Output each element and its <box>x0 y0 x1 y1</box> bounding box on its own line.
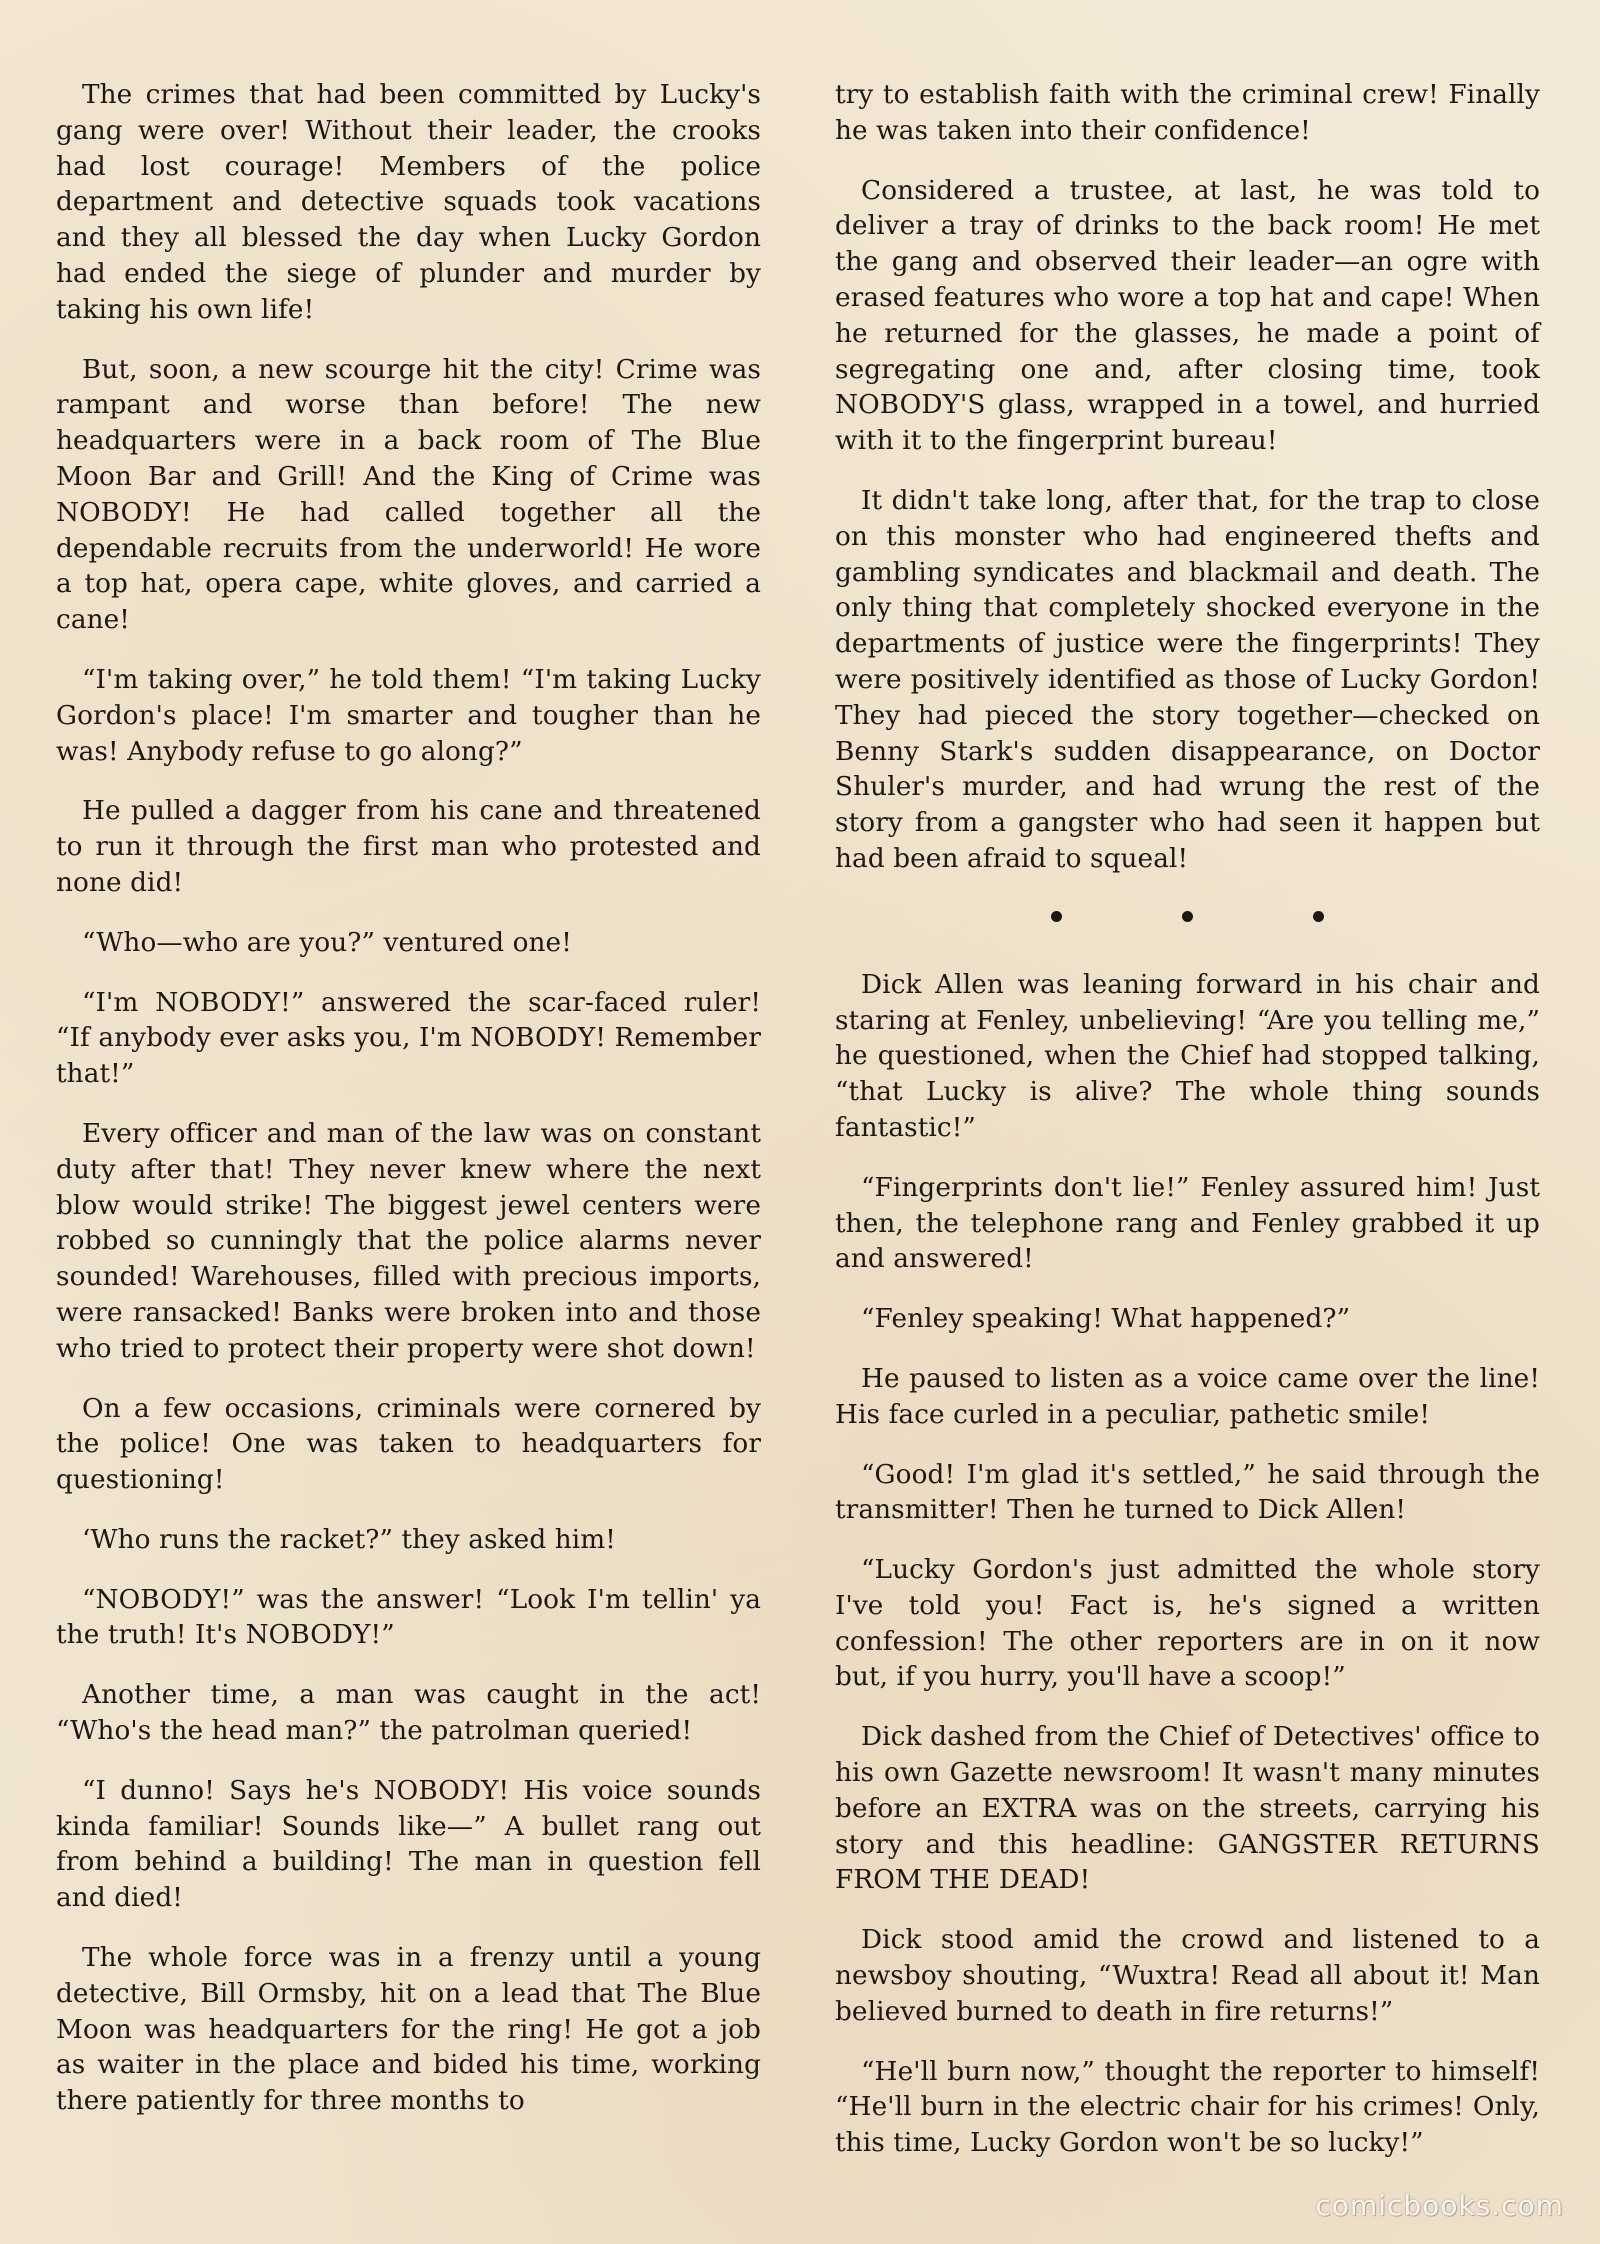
paragraph: The whole force was in a frenzy until a young detective, Bill Ormsby, hit on a lead that The Blue Moon was headquarters for the ring! He got a job as waiter in the place and bided his time, working there patiently for three months to <box>56 1943 761 2117</box>
paragraph: “Fingerprints don't lie!” Fenley assured him! Just then, the telephone rang and Fenley grabbed it up and answered! <box>835 1172 1540 1275</box>
right-column <box>835 78 1540 2186</box>
paragraph: “Fenley speaking! What happened?” <box>861 1304 1351 1335</box>
paragraph: Considered a trustee, at last, he was told to deliver a tray of drinks to the back room! He met the gang and observed their leader—an ogre with erased features who wore a top hat and cape! When he returned for the glasses, he made a point of segregating one and, after closing time, took NOBODY'S glass, wrapped in a towel, and hurried with it to the fingerprint bureau! <box>835 175 1540 457</box>
section-break-dot <box>1311 909 1327 925</box>
paragraph: Every officer and man of the law was on constant duty after that! They never knew where the next blow would strike! The biggest jewel centers were robbed so cunningly that the police alarms never sounded! Warehouses, filled with precious imports, were ransacked! Banks were broken into and those who tried to protect their property were shot down! <box>56 1118 761 1364</box>
paragraph: “Who—who are you?” ventured one! <box>82 927 572 958</box>
paragraph: “I dunno! Says he's NOBODY! His voice sounds kinda familiar! Sounds like—” A bullet rang out from behind a building! The man in question fell and died! <box>56 1775 761 1914</box>
paragraph: Dick dashed from the Chief of Detectives' office to his own Gazette newsroom! It wasn't many minutes before an EXTRA was on the streets, carrying his story and this headline: GANGSTER RETURNS FROM THE DEAD! <box>835 1722 1540 1896</box>
paragraph: But, soon, a new scourge hit the city! Crime was rampant and worse than before! The new headquarters were in a back room of The Blue Moon Bar and Grill! And the King of Crime was NOBODY! He had called together all the dependable recruits from the underworld! He wore a top hat, opera cape, white gloves, and carried a cane! <box>56 354 761 636</box>
paragraph: The crimes that had been committed by Lucky's gang were over! Without their leader, the crooks had lost courage! Members of the police department and detective squads took vacations and they all blessed the day when Lucky Gordon had ended the siege of plunder and murder by taking his own life! <box>56 80 761 325</box>
paragraph: He paused to listen as a voice came over the line! His face curled in a peculiar, pathetic smile! <box>835 1363 1540 1430</box>
section-break-dot <box>1180 909 1196 925</box>
paragraph: Dick stood amid the crowd and listened to a newsboy shouting, “Wuxtra! Read all about it! Man believed burned to death in fire returns!” <box>835 1925 1540 2027</box>
paragraph: He pulled a dagger from his cane and threatened to run it through the first man who protested and none did! <box>56 796 761 898</box>
left-column <box>56 78 761 2144</box>
paragraph: “I'm NOBODY!” answered the scar-faced ruler! “If anybody ever asks you, I'm NOBODY! Remember that!” <box>56 987 762 1090</box>
watermark: comicbooks.com <box>1315 2189 1564 2222</box>
paragraph: “NOBODY!” was the answer! “Look I'm tellin' ya the truth! It's NOBODY!” <box>56 1584 761 1651</box>
paragraph: “I'm taking over,” he told them! “I'm taking Lucky Gordon's place! I'm smarter and tougher than he was! Anybody refuse to go along?” <box>56 664 761 767</box>
paragraph: Another time, a man was caught in the act! “Who's the head man?” the patrolman queried! <box>56 1680 761 1747</box>
paragraph: Dick Allen was leaning forward in his chair and staring at Fenley, unbelieving! “Are you telling me,” he questioned, when the Chief had stopped talking, “that Lucky is alive? The whole thing sounds fantastic!” <box>835 969 1540 1143</box>
paragraph: try to establish faith with the criminal crew! Finally he was taken into their confidence! <box>835 80 1540 146</box>
section-break-dot <box>1049 909 1065 925</box>
paragraph: “Lucky Gordon's just admitted the whole story I've told you! Fact is, he's signed a written confession! The other reporters are in on it now but, if you hurry, you'll have a scoop!” <box>835 1555 1540 1693</box>
paragraph: “He'll burn now,” thought the reporter to himself! “He'll burn in the electric chair for his crimes! Only, this time, Lucky Gordon won't be so lucky!” <box>835 2056 1540 2159</box>
section-break <box>835 902 1540 932</box>
paragraph: On a few occasions, criminals were cornered by the police! One was taken to headquarters for questioning! <box>56 1393 761 1496</box>
paragraph: ‘Who runs the racket?” they asked him! <box>82 1524 616 1555</box>
paragraph: It didn't take long, after that, for the trap to close on this monster who had engineered thefts and gambling syndicates and blackmail and death. The only thing that completely shocked everyone in the departments of justice were the fingerprints! They were positively identified as those of Lucky Gordon! They had pieced the story together—checked on Benny Stark's sudden disappearance, on Doctor Shuler's murder, and had wrung the rest of the story from a gangster who had seen it happen but had been afraid to squeal! <box>835 485 1540 874</box>
paragraph: “Good! I'm glad it's settled,” he said through the transmitter! Then he turned to Dick Allen! <box>835 1459 1540 1526</box>
